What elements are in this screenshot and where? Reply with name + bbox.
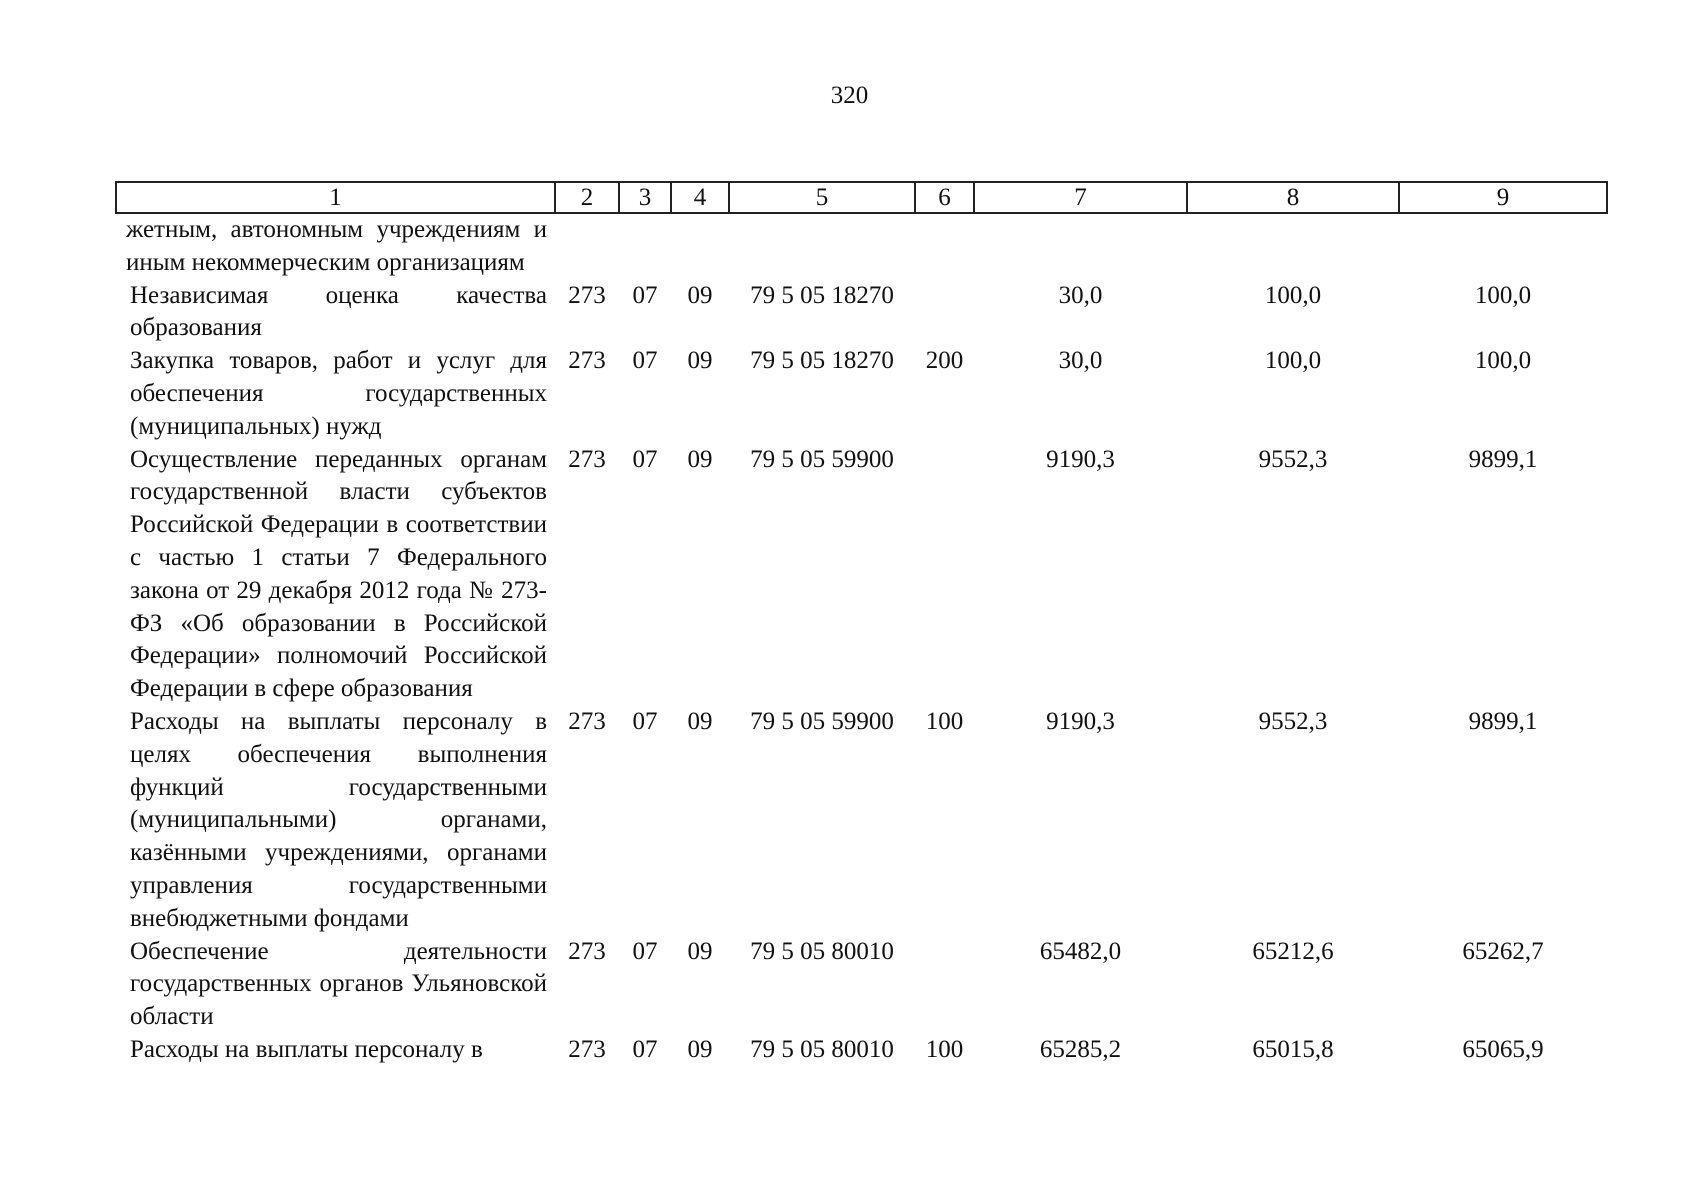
cell-c3: 07 xyxy=(632,281,658,309)
cell-c6: 100 xyxy=(925,707,964,735)
cell-c6 xyxy=(915,280,974,346)
cell-c7: 30,0 xyxy=(1058,281,1103,309)
budget-table xyxy=(115,181,1608,1067)
column-header-4: 4 xyxy=(671,182,729,213)
column-header-9: 9 xyxy=(1399,182,1607,213)
cell-c8: 65015,8 xyxy=(1252,1035,1334,1063)
cell-c5 xyxy=(729,213,915,280)
cell-c2: 273 xyxy=(568,347,606,375)
cell-c7: 9190,3 xyxy=(1046,445,1115,473)
cell-c7 xyxy=(974,213,1187,280)
table-body xyxy=(116,213,1607,1067)
cell-c9: 100,0 xyxy=(1474,281,1532,309)
cell-c8: 100,0 xyxy=(1264,281,1322,309)
table-row xyxy=(116,1034,1607,1067)
cell-c5: 79 5 05 18270 xyxy=(750,347,894,375)
table-row xyxy=(116,936,1607,1034)
table-row xyxy=(116,280,1607,346)
cell-c3: 07 xyxy=(632,347,658,375)
cell-c8: 65212,6 xyxy=(1252,937,1334,965)
cell-c3 xyxy=(619,213,671,280)
cell-c8: 100,0 xyxy=(1264,347,1322,375)
table-row xyxy=(116,345,1607,443)
cell-c2 xyxy=(555,213,619,280)
row-name: Осуществление переданных органам государственной власти субъектов Российской Федерации в соответствии с частью 1 статьи 7 Федерального закона от 29 декабря 2012 года № 273-ФЗ «Об образовании в Российской Федерации» полномочий Российской Федерации в сфере образования xyxy=(130,445,547,703)
cell-c8: 9552,3 xyxy=(1258,445,1328,473)
table-header xyxy=(116,182,1607,213)
cell-c9: 65262,7 xyxy=(1462,937,1544,965)
column-header-1: 1 xyxy=(116,182,555,213)
cell-c4: 09 xyxy=(687,281,713,309)
row-name: Расходы на выплаты персоналу в целях обеспечения выполнения функций государственными (муниципальными) органами, казёнными учреждениями, органами управления государственными внебюджетными фондами xyxy=(130,707,547,932)
cell-c9: 65065,9 xyxy=(1462,1035,1544,1063)
cell-c6: 200 xyxy=(925,347,964,375)
table-row xyxy=(116,213,1607,280)
header-row xyxy=(116,182,1607,213)
cell-c2: 273 xyxy=(568,707,606,735)
cell-c6 xyxy=(915,444,974,706)
table-row xyxy=(116,706,1607,936)
cell-c4: 09 xyxy=(687,707,713,735)
cell-c5: 79 5 05 80010 xyxy=(750,1035,894,1063)
cell-c5: 79 5 05 18270 xyxy=(750,281,894,309)
row-name: Закупка товаров, работ и услуг для обеспечения государственных (муниципальных) нужд xyxy=(130,347,547,440)
row-name: Расходы на выплаты персоналу в xyxy=(130,1035,483,1063)
cell-c6 xyxy=(915,213,974,280)
cell-c4 xyxy=(671,213,729,280)
cell-c3: 07 xyxy=(632,937,658,965)
column-header-5: 5 xyxy=(729,182,915,213)
column-header-3: 3 xyxy=(619,182,671,213)
cell-c5: 79 5 05 80010 xyxy=(750,937,894,965)
cell-c5: 79 5 05 59900 xyxy=(750,707,894,735)
cell-c4: 09 xyxy=(687,937,713,965)
cell-c4: 09 xyxy=(687,1035,713,1063)
row-name: жетным, автономным учреждениям и иным некоммерческим организациям xyxy=(126,216,547,276)
cell-c9: 9899,1 xyxy=(1468,445,1538,473)
cell-c6 xyxy=(915,936,974,1034)
column-header-2: 2 xyxy=(555,182,619,213)
cell-c8: 9552,3 xyxy=(1258,707,1328,735)
cell-c3: 07 xyxy=(632,707,658,735)
row-name: Обеспечение деятельности государственных органов Ульяновской области xyxy=(130,937,547,1031)
cell-c2: 273 xyxy=(568,445,606,473)
column-header-6: 6 xyxy=(915,182,974,213)
cell-c8 xyxy=(1187,213,1399,280)
cell-c9: 9899,1 xyxy=(1468,707,1538,735)
cell-c7: 30,0 xyxy=(1058,347,1103,375)
cell-c4: 09 xyxy=(687,347,713,375)
cell-c2: 273 xyxy=(568,1035,606,1063)
cell-c7: 9190,3 xyxy=(1046,707,1115,735)
cell-c5: 79 5 05 59900 xyxy=(750,445,894,473)
cell-c4: 09 xyxy=(687,445,713,473)
cell-c7: 65482,0 xyxy=(1039,937,1122,965)
column-header-7: 7 xyxy=(974,182,1187,213)
row-name: Независимая оценка качества образования xyxy=(130,281,547,342)
cell-c2: 273 xyxy=(568,937,606,965)
cell-c3: 07 xyxy=(632,1035,658,1063)
cell-c7: 65285,2 xyxy=(1039,1035,1122,1063)
cell-c9 xyxy=(1399,213,1607,280)
cell-c6: 100 xyxy=(925,1035,964,1063)
cell-c9: 100,0 xyxy=(1474,347,1532,375)
page-number: 320 xyxy=(830,82,869,109)
cell-c3: 07 xyxy=(632,445,658,473)
table-row xyxy=(116,444,1607,706)
cell-c2: 273 xyxy=(568,281,606,309)
column-header-8: 8 xyxy=(1187,182,1399,213)
